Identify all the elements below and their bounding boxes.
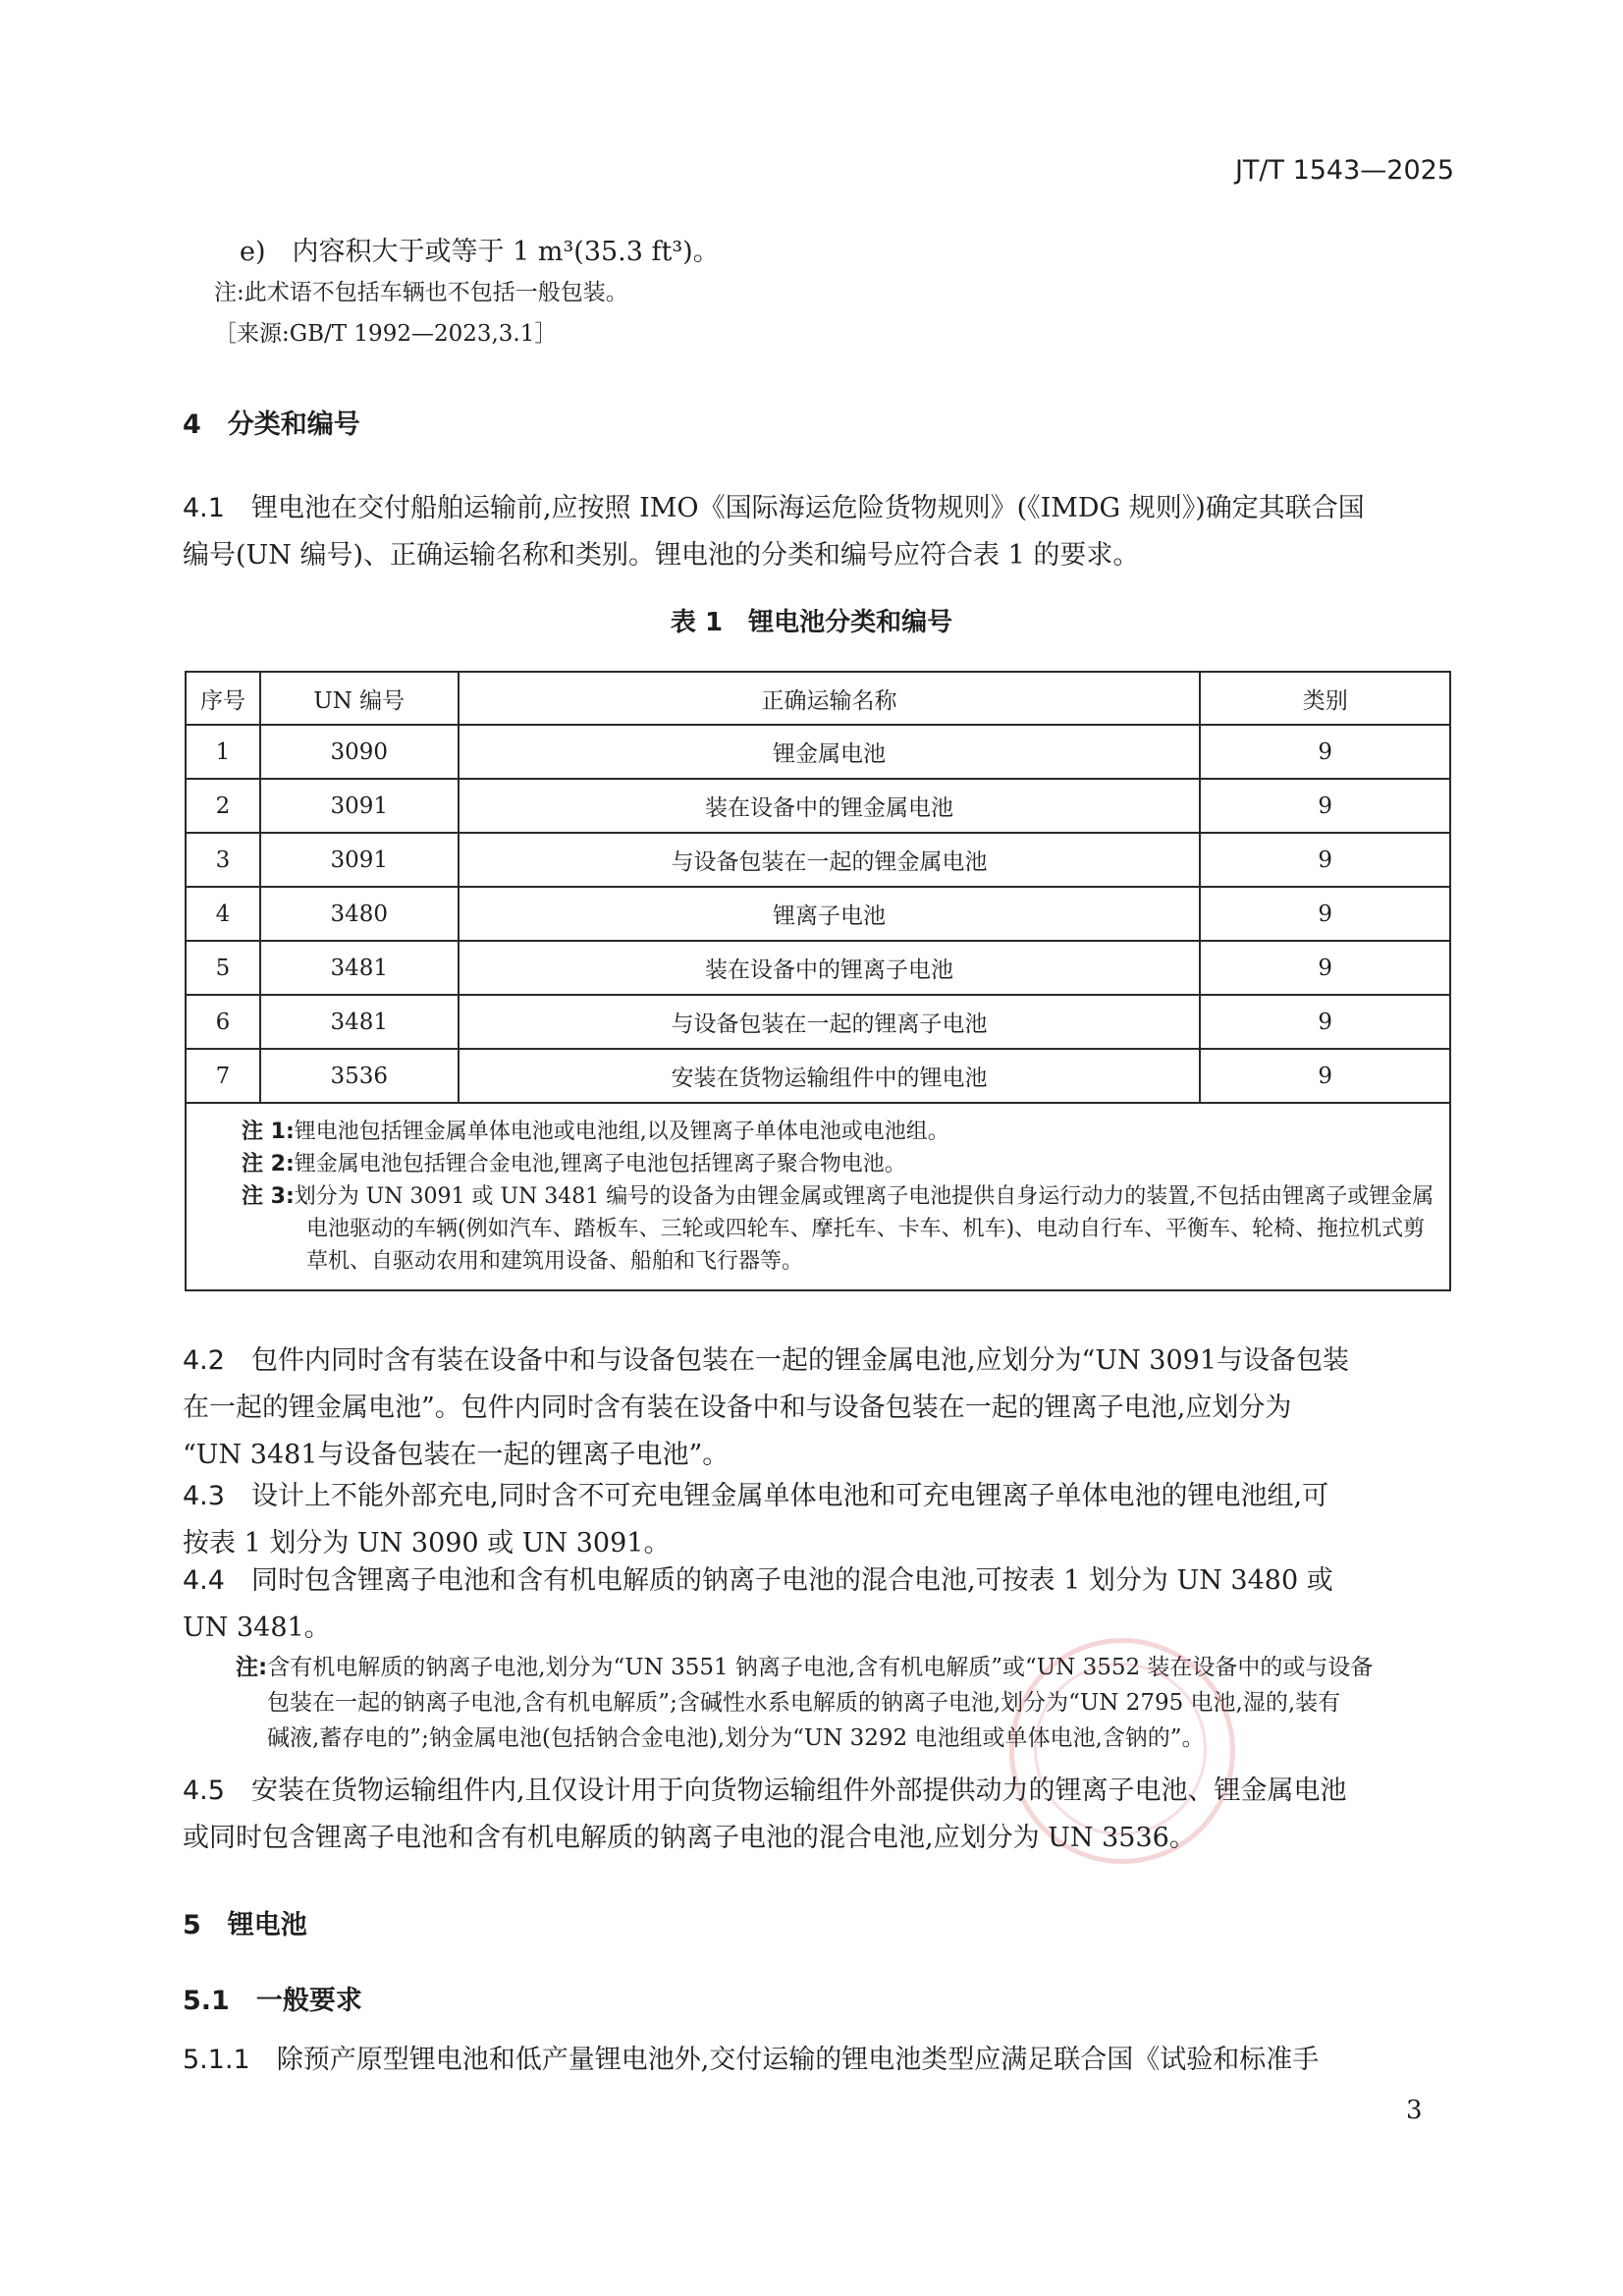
table-cell: 3481 (260, 995, 459, 1049)
table-cell: 5 (186, 941, 260, 995)
classification-table (185, 671, 1451, 1291)
paragraph-line: 安装在货物运输组件内,且仅设计用于向货物运输组件外部提供动力的锂离子电池、锂金属电池 (250, 1776, 1347, 1806)
note-label: 注: (236, 1655, 268, 1680)
table-cell: 9 (1200, 1049, 1450, 1103)
clause-number: 4.2 (183, 1345, 225, 1376)
term-source: ［来源:GB/T 1992—2023,3.1］ (214, 321, 558, 347)
paragraph-line: 在一起的锂金属电池”。包件内同时含有装在设备中和与设备包装在一起的锂离子电池,应划分为 (183, 1393, 1292, 1423)
table-row (186, 725, 1450, 779)
note-text: 含有机电解质的钠离子电池,划分为“UN 3551 钠离子电池,含有机电解质”或“UN 3552 装在设备中的或与设备 (267, 1655, 1374, 1680)
table-notes-row (186, 1103, 1450, 1290)
table-header-row (186, 672, 1450, 725)
table-caption: 表 1 锂电池分类和编号 (670, 608, 953, 637)
column-header: UN 编号 (260, 672, 459, 725)
table-row (186, 941, 1450, 995)
paragraph-4-5 (183, 1768, 1459, 1862)
note-label: 注 3: (242, 1184, 295, 1209)
table-cell: 3090 (260, 725, 459, 779)
clause-number: 4.5 (183, 1776, 225, 1806)
clause-number: 4.4 (183, 1565, 225, 1596)
page-number: 3 (1406, 2096, 1423, 2125)
table-cell: 1 (186, 725, 260, 779)
subsection-5-1-heading: 5.1 一般要求 (183, 1986, 362, 2016)
table-cell: 3 (186, 833, 260, 887)
table-cell: 3536 (260, 1049, 459, 1103)
paragraph-line: “UN 3481与设备包装在一起的锂离子电池”。 (183, 1440, 730, 1470)
paragraph-4-4-note (236, 1650, 1463, 1756)
table-cell: 与设备包装在一起的锂金属电池 (459, 833, 1201, 887)
paragraph-line: 同时包含锂离子电池和含有机电解质的钠离子电池的混合电池,可按表 1 划分为 UN 3480 或 (250, 1565, 1333, 1596)
table-note (242, 1116, 1435, 1148)
table-cell: 3091 (260, 779, 459, 833)
column-header: 类别 (1200, 672, 1450, 725)
paragraph-line: 包件内同时含有装在设备中和与设备包装在一起的锂金属电池,应划分为“UN 3091与设备包装 (250, 1345, 1350, 1376)
table-note (242, 1180, 1435, 1278)
table-cell: 9 (1200, 833, 1450, 887)
paragraph-line: 编号(UN 编号)、正确运输名称和类别。锂电池的分类和编号应符合表 1 的要求。 (183, 540, 1140, 571)
paragraph-4-4 (183, 1558, 1459, 1652)
table-cell: 9 (1200, 995, 1450, 1049)
table-cell: 3091 (260, 833, 459, 887)
paragraph-line: 按表 1 划分为 UN 3090 或 UN 3091。 (183, 1528, 671, 1558)
note-text: 锂电池包括锂金属单体电池或电池组,以及锂离子单体电池或电池组。 (294, 1120, 949, 1144)
table-cell: 装在设备中的锂金属电池 (459, 779, 1201, 833)
section-5-heading: 5 锂电池 (183, 1910, 307, 1941)
table-cell: 锂金属电池 (459, 725, 1201, 779)
clause-number: 4.3 (183, 1481, 225, 1511)
table-row (186, 1049, 1450, 1103)
table-row (186, 995, 1450, 1049)
table-cell: 9 (1200, 725, 1450, 779)
list-item-e: e) 内容积大于或等于 1 m³(35.3 ft³)。 (240, 237, 720, 267)
clause-number: 4.1 (183, 493, 225, 523)
note-label: 注 2: (242, 1152, 295, 1176)
paragraph-line: 除预产原型锂电池和低产量锂电池外,交付运输的锂电池类型应满足联合国《试验和标准手 (276, 2045, 1320, 2075)
paragraph-line: 设计上不能外部充电,同时含不可充电锂金属单体电池和可充电锂离子单体电池的锂电池组,可 (250, 1481, 1329, 1511)
note-label: 注 1: (242, 1120, 295, 1144)
paragraph-4-1 (183, 485, 1459, 579)
table-cell: 9 (1200, 779, 1450, 833)
table-row (186, 887, 1450, 941)
paragraph-4-3 (183, 1473, 1459, 1567)
table-cell: 2 (186, 779, 260, 833)
section-4-heading: 4 分类和编号 (183, 410, 360, 440)
table-cell: 9 (1200, 887, 1450, 941)
table-row (186, 779, 1450, 833)
table-cell: 9 (1200, 941, 1450, 995)
table-cell: 安装在货物运输组件中的锂电池 (459, 1049, 1201, 1103)
note-text: 划分为 UN 3091 或 UN 3481 编号的设备为由锂金属或锂离子电池提供自身运行动力的装置,不包括由锂离子或锂金属电池驱动的车辆(例如汽车、踏板车、三轮或四轮车、摩托车、卡车、机车)、电动自行车、平衡车、轮椅、拖拉机式剪草机、自驱动农用和建筑用设备、船舶和飞行器等。 (294, 1184, 1434, 1274)
table-cell: 3480 (260, 887, 459, 941)
paragraph-line: UN 3481。 (183, 1613, 331, 1643)
paragraph-4-2 (183, 1338, 1459, 1479)
clause-number: 5.1.1 (183, 2045, 250, 2075)
note-text: 包装在一起的钠离子电池,含有机电解质”;含碱性水系电解质的钠离子电池,划分为“UN 2795 电池,湿的,装有 (267, 1690, 1341, 1716)
table-notes (186, 1103, 1450, 1290)
table-cell: 7 (186, 1049, 260, 1103)
table-cell: 与设备包装在一起的锂离子电池 (459, 995, 1201, 1049)
note-text: 碱液,蓄存电的”;钠金属电池(包括钠合金电池),划分为“UN 3292 电池组或单体电池,含钠的”。 (267, 1725, 1205, 1751)
paragraph-line: 或同时包含锂离子电池和含有机电解质的钠离子电池的混合电池,应划分为 UN 3536。 (183, 1823, 1196, 1853)
term-note: 注:此术语不包括车辆也不包括一般包装。 (214, 280, 628, 305)
note-text: 锂金属电池包括锂合金电池,锂离子电池包括锂离子聚合物电池。 (294, 1152, 906, 1176)
column-header: 正确运输名称 (459, 672, 1201, 725)
paragraph-line: 锂电池在交付船舶运输前,应按照 IMO《国际海运危险货物规则》(《IMDG 规则》)确定其联合国 (250, 493, 1365, 523)
paragraph-5-1-1 (183, 2037, 1459, 2084)
table-note (242, 1148, 1435, 1180)
table-cell: 锂离子电池 (459, 887, 1201, 941)
table-row (186, 833, 1450, 887)
column-header: 序号 (186, 672, 260, 725)
standard-code: JT/T 1543—2025 (1234, 155, 1454, 186)
table-cell: 6 (186, 995, 260, 1049)
table-cell: 4 (186, 887, 260, 941)
table-cell: 装在设备中的锂离子电池 (459, 941, 1201, 995)
table-cell: 3481 (260, 941, 459, 995)
